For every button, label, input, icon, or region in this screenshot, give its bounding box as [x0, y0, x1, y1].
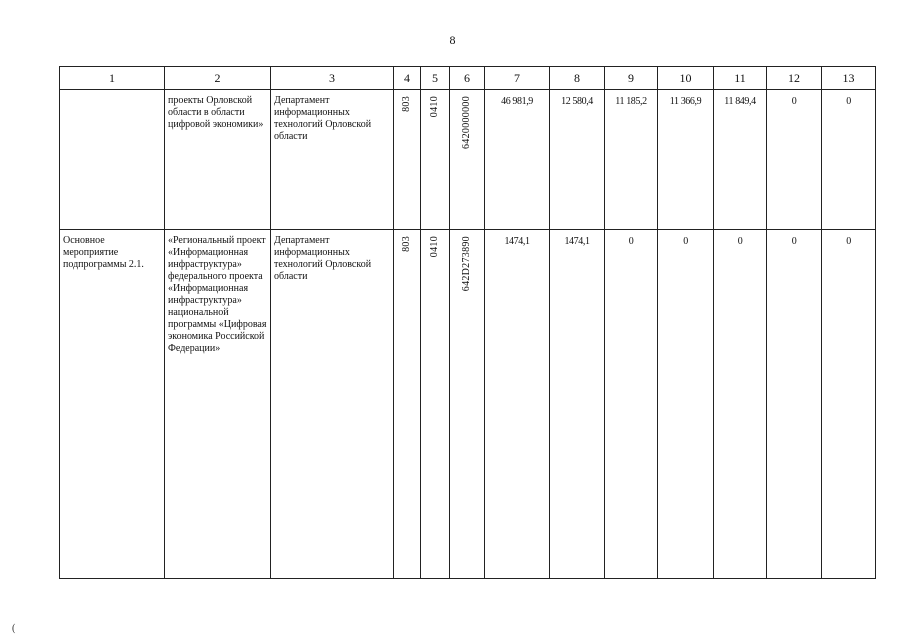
target-article-code: 6420000000: [461, 96, 472, 149]
cell-executor: Департамент информационных технологий Орловской области: [271, 90, 394, 230]
column-header: 10: [658, 67, 714, 90]
cell-value: 0: [714, 230, 767, 579]
cell-value: 0: [822, 230, 876, 579]
cell-grbs: [394, 230, 421, 579]
column-header: 9: [605, 67, 658, 90]
grbs-code: 803: [401, 236, 412, 252]
cell-value: 0: [822, 90, 876, 230]
cell-name: проекты Орловской области в области цифровой экономики»: [165, 90, 271, 230]
cell-value: 0: [658, 230, 714, 579]
page-number: 8: [449, 33, 456, 47]
cell-value: 11 366,9: [658, 90, 714, 230]
column-header: 4: [394, 67, 421, 90]
column-header: 12: [767, 67, 822, 90]
column-header: 2: [165, 67, 271, 90]
cell-value: 11 849,4: [714, 90, 767, 230]
column-header: 1: [60, 67, 165, 90]
column-header: 11: [714, 67, 767, 90]
cell-value: 0: [767, 90, 822, 230]
cell-executor: Департамент информационных технологий Орловской области: [271, 230, 394, 579]
cell-target-article: [450, 230, 485, 579]
column-header: 5: [421, 67, 450, 90]
cell-activity: [60, 90, 165, 230]
cell-grbs: [394, 90, 421, 230]
column-header: 8: [550, 67, 605, 90]
margin-mark: (: [12, 623, 16, 634]
cell-section: [421, 90, 450, 230]
column-header: 7: [485, 67, 550, 90]
cell-total: 1474,1: [485, 230, 550, 579]
cell-total: 46 981,9: [485, 90, 550, 230]
table-row: [60, 90, 876, 230]
cell-value: 11 185,2: [605, 90, 658, 230]
cell-value: 0: [605, 230, 658, 579]
cell-name: «Региональный проект «Информационная инфраструктура» федерального проекта «Информационная инфраструктура» национальной программы «Цифровая экономика Российской Федерации»: [165, 230, 271, 579]
cell-value: 0: [767, 230, 822, 579]
table-row: [60, 230, 876, 579]
cell-section: [421, 230, 450, 579]
grbs-code: 803: [401, 96, 412, 112]
section-code: 0410: [429, 236, 440, 258]
table-header-row: [60, 67, 876, 90]
column-header: 6: [450, 67, 485, 90]
budget-table: [59, 66, 876, 579]
column-header: 3: [271, 67, 394, 90]
section-code: 0410: [429, 96, 440, 118]
cell-value: 12 580,4: [550, 90, 605, 230]
cell-value: 1474,1: [550, 230, 605, 579]
cell-activity: Основное мероприятие подпрограммы 2.1.: [60, 230, 165, 579]
column-header: 13: [822, 67, 876, 90]
target-article-code: 642D273890: [461, 236, 472, 292]
cell-target-article: [450, 90, 485, 230]
